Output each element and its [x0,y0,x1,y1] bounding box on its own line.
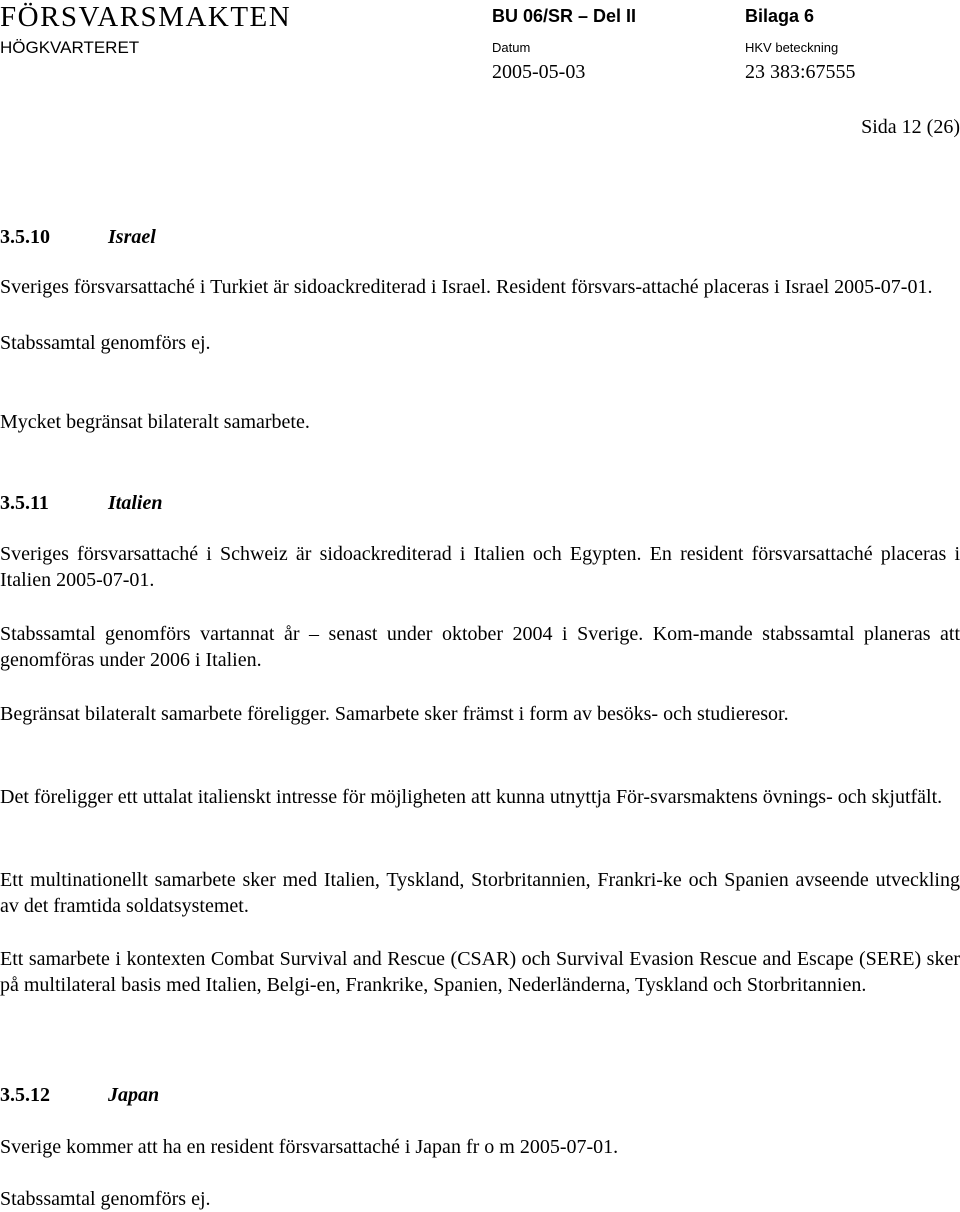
page-number: Sida 12 (26) [861,116,960,138]
document-reference: BU 06/SR – Del II [492,6,637,26]
section-number: 3.5.12 [0,1084,50,1106]
paragraph: Sveriges försvarsattaché i Schweiz är sidoackrediterad i Italien och Egypten. En resident försvarsattaché placeras i Italien 2005-07-01. [0,543,960,591]
section-title: Israel [108,226,156,248]
section-number: 3.5.10 [0,226,50,248]
paragraph: Sveriges försvarsattaché i Turkiet är sidoackrediterad i Israel. Resident försvars-attaché placeras i Israel 2005-07-01. [0,276,933,298]
section-heading [0,1084,159,1107]
paragraph: Det föreligger ett uttalat italienskt intresse för möjligheten att kunna utnyttja För-svarsmaktens övnings- och skjutfält. [0,786,943,808]
date-label: Datum [492,40,531,55]
appendix-label: Bilaga 6 [745,6,815,26]
paragraph: Sverige kommer att ha en resident försvarsattaché i Japan fr o m 2005-07-01. [0,1136,619,1158]
paragraph: Stabssamtal genomförs vartannat år – senast under oktober 2004 i Sverige. Kom-mande stabssamtal planeras att genomföras under 2006 i Italien. [0,623,960,671]
section-heading [0,492,162,515]
paragraph: Stabssamtal genomförs ej. [0,332,211,354]
department-name: HÖGKVARTERET [0,38,140,57]
section-title: Italien [108,492,163,514]
section-title: Japan [108,1084,160,1106]
organization-name: FÖRSVARSMAKTEN [0,1,292,33]
section-heading [0,226,156,249]
hkv-label: HKV beteckning [745,40,839,55]
date-value: 2005-05-03 [492,61,586,83]
paragraph: Ett multinationellt samarbete sker med Italien, Tyskland, Storbritannien, Frankri-ke och Spanien avseende utveckling av det framtida soldatsystemet. [0,869,960,917]
section-number: 3.5.11 [0,492,49,514]
paragraph: Stabssamtal genomförs ej. [0,1188,211,1210]
paragraph: Begränsat bilateralt samarbete föreligger. Samarbete sker främst i form av besöks- och studieresor. [0,703,789,725]
paragraph: Mycket begränsat bilateralt samarbete. [0,411,310,433]
hkv-value: 23 383:67555 [745,61,856,83]
paragraph: Ett samarbete i kontexten Combat Survival and Rescue (CSAR) och Survival Evasion Rescue and Escape (SERE) sker på multilateral basis med Italien, Belgi-en, Frankrike, Spanien, Nederländerna, Tyskland och Storbritannien. [0,948,960,996]
